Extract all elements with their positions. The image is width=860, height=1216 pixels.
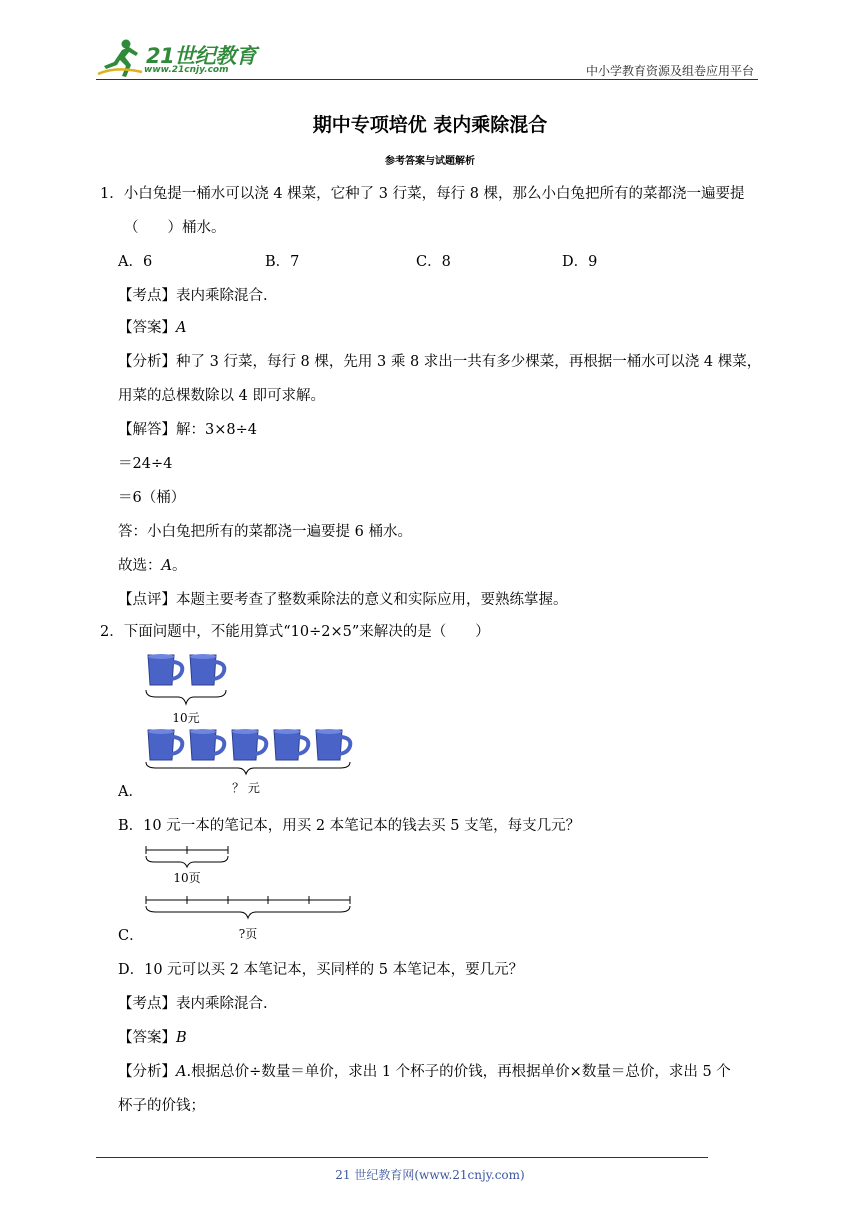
q2-option-d: D．10 元可以买 2 本笔记本，买同样的 5 本笔记本，要几元？ xyxy=(118,962,524,978)
fig-c-bottom-label: ?页 xyxy=(238,927,258,941)
page-subtitle: 参考答案与试题解析 xyxy=(385,156,475,167)
q1-stem-line1: 1．小白兔提一桶水可以浇 4 棵菜，它种了 3 行菜，每行 8 棵，那么小白兔把所有的菜都浇一遍要提 xyxy=(100,186,745,202)
cup-icon xyxy=(274,729,308,760)
q2-fenxi-a: A xyxy=(176,1064,187,1080)
fig-c-top-label: 10页 xyxy=(173,871,201,885)
q1-stem-line2: （ ）桶水。 xyxy=(124,220,226,236)
logo-text: 21世纪教育 xyxy=(146,44,257,68)
q1-fenxi-line1: 【分析】种了 3 行菜，每行 8 棵，先用 3 乘 8 求出一共有多少棵菜，再根据一桶水可以浇 4 棵菜， xyxy=(118,354,762,370)
q1-option-c: C．8 xyxy=(416,254,451,270)
q2-figure-a xyxy=(140,652,360,798)
q2-fenxi-label: 【分析】 xyxy=(118,1064,176,1080)
q1-da: 答：小白兔把所有的菜都浇一遍要提 6 桶水。 xyxy=(118,524,412,540)
logo-url: www.21cnjy.com xyxy=(144,65,229,75)
q1-kaodian: 【考点】表内乘除混合. xyxy=(118,288,268,304)
q1-jieda-line2: ＝24÷4 xyxy=(118,456,173,472)
q2-option-c: C． xyxy=(118,928,144,944)
footer-divider xyxy=(96,1157,708,1158)
q1-option-a: A．6 xyxy=(118,254,153,270)
fig-a-top-label: 10元 xyxy=(172,711,200,725)
cup-icon xyxy=(190,654,224,685)
q2-fenxi-line1 xyxy=(118,1062,731,1082)
q1-jieda-line1: 【解答】解：3×8÷4 xyxy=(118,422,257,438)
site-logo xyxy=(96,36,266,80)
q1-option-d: D．9 xyxy=(562,254,598,270)
q2-answer-value: B xyxy=(176,1030,187,1046)
cup-icon xyxy=(316,729,350,760)
cup-icon xyxy=(190,729,224,760)
q2-stem: 2．下面问题中，不能用算式“10÷2×5”来解决的是（ ） xyxy=(100,624,490,640)
fig-a-bottom-label: ？ 元 xyxy=(232,781,260,795)
q1-guxuan-value: A xyxy=(161,558,172,574)
q2-option-a: A． xyxy=(118,784,143,800)
q2-answer xyxy=(118,1028,187,1048)
q1-answer xyxy=(118,318,186,338)
header-divider xyxy=(96,79,758,80)
footer-source: 21 世纪教育网(www.21cnjy.com) xyxy=(335,1168,525,1182)
brace-top xyxy=(146,690,226,704)
cup-icon xyxy=(148,729,182,760)
cup-icon xyxy=(232,729,266,760)
q1-dianping: 【点评】本题主要考查了整数乘除法的意义和实际应用，要熟练掌握。 xyxy=(118,592,568,608)
q1-answer-value: A xyxy=(176,320,187,336)
q2-kaodian: 【考点】表内乘除混合. xyxy=(118,996,268,1012)
q1-guxuan-end: 。 xyxy=(171,558,187,574)
q2-fenxi-line2: 杯子的价钱； xyxy=(118,1098,205,1114)
q1-guxuan xyxy=(118,556,186,576)
brace-bottom xyxy=(146,762,350,774)
header-platform-name: 中小学教育资源及组卷应用平台 xyxy=(585,64,754,78)
q2-fenxi-text: .根据总价÷数量＝单价，求出 1 个杯子的价钱，再根据单价×数量＝总价，求出 5 个 xyxy=(186,1064,731,1080)
q1-fenxi-line2: 用菜的总棵数除以 4 即可求解。 xyxy=(118,388,325,404)
q2-option-b: B．10 元一本的笔记本，用买 2 本笔记本的钱去买 5 支笔，每支几元？ xyxy=(118,818,581,834)
q1-answer-label: 【答案】 xyxy=(118,320,176,336)
q2-figure-c xyxy=(140,842,360,948)
q1-guxuan-label: 故选： xyxy=(118,558,162,574)
runner-logo-icon xyxy=(96,36,146,80)
q1-option-b: B．7 xyxy=(265,254,300,270)
cup-icon xyxy=(148,654,182,685)
q1-jieda-line3: ＝6（桶） xyxy=(118,490,186,506)
q2-answer-label: 【答案】 xyxy=(118,1030,176,1046)
page-title: 期中专项培优 表内乘除混合 xyxy=(312,114,548,136)
